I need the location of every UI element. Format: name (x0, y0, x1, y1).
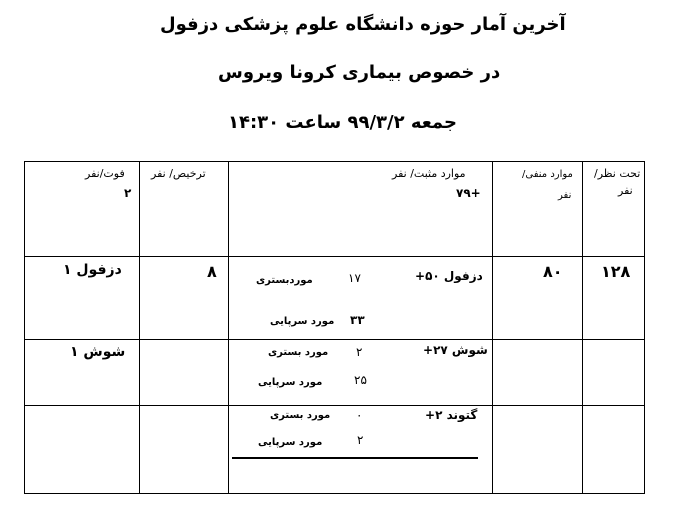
title-line-2: در خصوص بیماری کرونا ویروس (218, 62, 501, 83)
row3-hospitalized-label: مورد بستری (270, 410, 331, 421)
header-deaths: فوت/نفر (85, 167, 125, 180)
header-deaths-total: ۲ (124, 186, 132, 200)
table-col-divider (582, 161, 583, 494)
header-under-observation: تحت نظر/ (594, 167, 641, 180)
row2-outpatient-count: ۲۵ (354, 373, 367, 387)
row1-negative: ۸۰ (543, 262, 563, 281)
table-border-bottom (24, 493, 645, 494)
table-divider-row2 (24, 405, 645, 406)
table-divider-header (24, 256, 645, 257)
table-border-left (24, 161, 25, 494)
table-border-right (644, 161, 645, 494)
table-col-divider (228, 161, 229, 494)
row2-deaths: شوش ۱ (70, 344, 126, 360)
row-underline (232, 457, 478, 459)
title-line-3: جمعه ۹۹/۳/۲ ساعت ۱۴:۳۰ (228, 112, 457, 133)
table-col-divider (139, 161, 140, 494)
row2-hospitalized-count: ۲ (356, 345, 363, 359)
row3-outpatient-label: مورد سرپایی (258, 437, 323, 448)
row3-outpatient-count: ۲ (357, 433, 364, 447)
row3-hospitalized-count: ۰ (356, 408, 363, 422)
row2-hospitalized-label: مورد بستری (268, 347, 329, 358)
table-col-divider (492, 161, 493, 494)
row1-outpatient-label: مورد سرپایی (270, 316, 335, 327)
header-under-observation-unit: نفر (618, 184, 633, 197)
row1-under-observation: ۱۲۸ (601, 262, 631, 281)
header-negative-unit: نفر (558, 190, 572, 201)
header-negative: موارد منفی/ (522, 169, 573, 180)
header-positive: موارد مثبت/ نفر (392, 167, 466, 180)
header-discharged: ترخیص/ نفر (151, 167, 206, 180)
row1-discharged: ۸ (207, 262, 217, 281)
table-border-top (24, 161, 645, 162)
row1-hospitalized-count: ۱۷ (348, 271, 361, 285)
row2-outpatient-label: مورد سرپایی (258, 377, 323, 388)
row1-outpatient-count: ۳۳ (350, 313, 365, 327)
row1-deaths: دزفول ۱ (63, 262, 122, 278)
row2-city-positive: شوش ۲۷+ (423, 343, 488, 357)
row1-hospitalized-label: موردبستری (256, 275, 313, 286)
title-line-1: آخرین آمار حوزه دانشگاه علوم پزشکی دزفول (160, 14, 566, 35)
row3-city-positive: گتوند ۲+ (425, 408, 478, 422)
table-divider-row1 (24, 339, 645, 340)
header-positive-total: ۷۹+ (456, 186, 481, 200)
row1-city-positive: دزفول ۵۰+ (415, 269, 483, 283)
